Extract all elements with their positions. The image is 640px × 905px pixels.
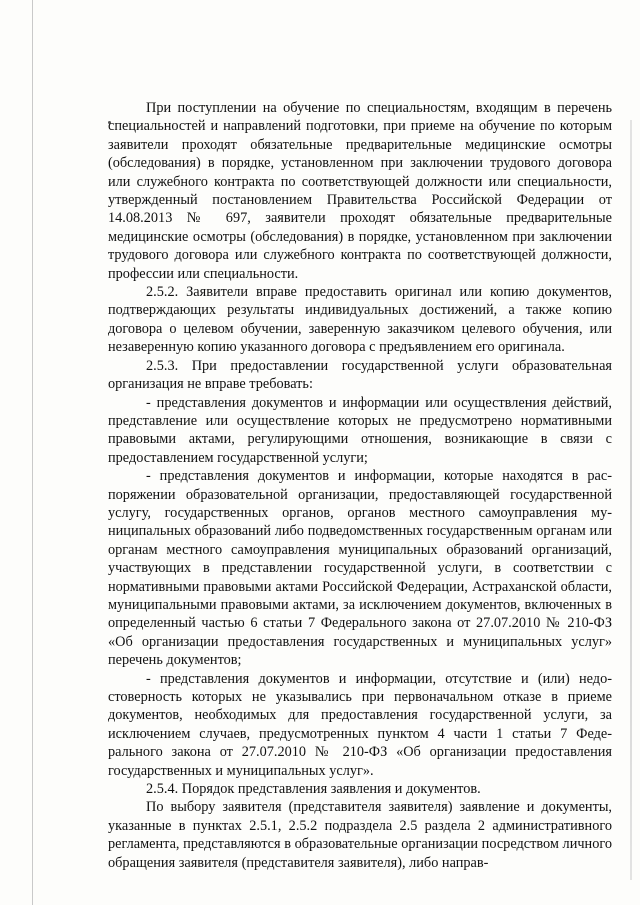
paragraph-2-5-2: 2.5.2. Заявители вправе предоставить оригинал или копию документов, подтверждающих результаты индивидуальных достижений, а также копию договора о целевом обучении, заверенную заказчиком целевого обучения, или незаверенную копию указанного договора с предъявлением его оригинала.	[108, 284, 612, 356]
paragraph-submission-choice: По выбору заявителя (представителя заявителя) заявление и документы, указанные в пунктах 2.5.1, 2.5.2 подраздела 2.5 раздела 2 административного регламента, представляются в образовательные организации посредством личного обращения заявителя (представителя заявителя), либо направ-	[108, 799, 612, 871]
list-item-documents-in-possession: - представления документов и информации, которые находятся в распоряжении образовательной организации, предоставляющей государственной услугу, государственных органов, органов местного самоуправления муниципальных образований либо подведомственных государственным органам или органам местного самоуправления муниципальных образований организаций, участвующих в представлении государственной услуги, в соответствии с нормативными правовыми актами Российской Федерации, Астраханской области, муниципальными правовыми актами, за исключением документов, включенных в определенный частью 6 статьи 7 Федерального закона от 27.07.2010 № 210-ФЗ «Об организации предоставления государственных и муниципальных услуг» перечень документов;	[108, 468, 612, 669]
paragraph-medical-exams: При поступлении на обучение по специальностям, входящим в перечень специальностей и направлений подготовки, при приеме на обучение по которым заявители проходят обязательные предварительные медицинские осмотры (обследования) в порядке, установленном при заключении трудового договора или служебного контракта по соответствующей должности или специальности, утвержденный постановлением Правительства Российской Федерации от 14.08.2013 № 697, заявители проходят обязательные предварительные медицинские осмотры (обследования) в порядке, установленном при заключении трудового договора или служебного контракта по соответствующей должности, профессии или специальности.	[108, 100, 612, 282]
list-item-missing-documents: - представления документов и информации, отсутствие и (или) недостоверность которых не указывались при первоначальном отказе в приеме документов, необходимых для предоставления государственной услуги, за исключением случаев, предусмотренных пунктом 4 части 1 статьи 7 Федерального закона от 27.07.2010 № 210-ФЗ «Об организации предоставления государственных и муниципальных услуг».	[108, 670, 612, 779]
paragraph-2-5-4: 2.5.4. Порядок представления заявления и документов.	[146, 781, 481, 798]
scan-right-edge	[630, 120, 632, 880]
scan-left-edge	[32, 0, 33, 905]
paragraph-2-5-3: 2.5.3. При предоставлении государственной услуги образовательная организация не вправе требовать:	[108, 357, 612, 393]
document-body	[108, 99, 612, 872]
list-item-documents-not-required: - представления документов и информации или осуществления действий, представление или осуществление которых не предусмотрено нормативными правовыми актами, регулирующими отношения, возникающие в связи с предоставлением государственной услуги;	[108, 394, 612, 466]
